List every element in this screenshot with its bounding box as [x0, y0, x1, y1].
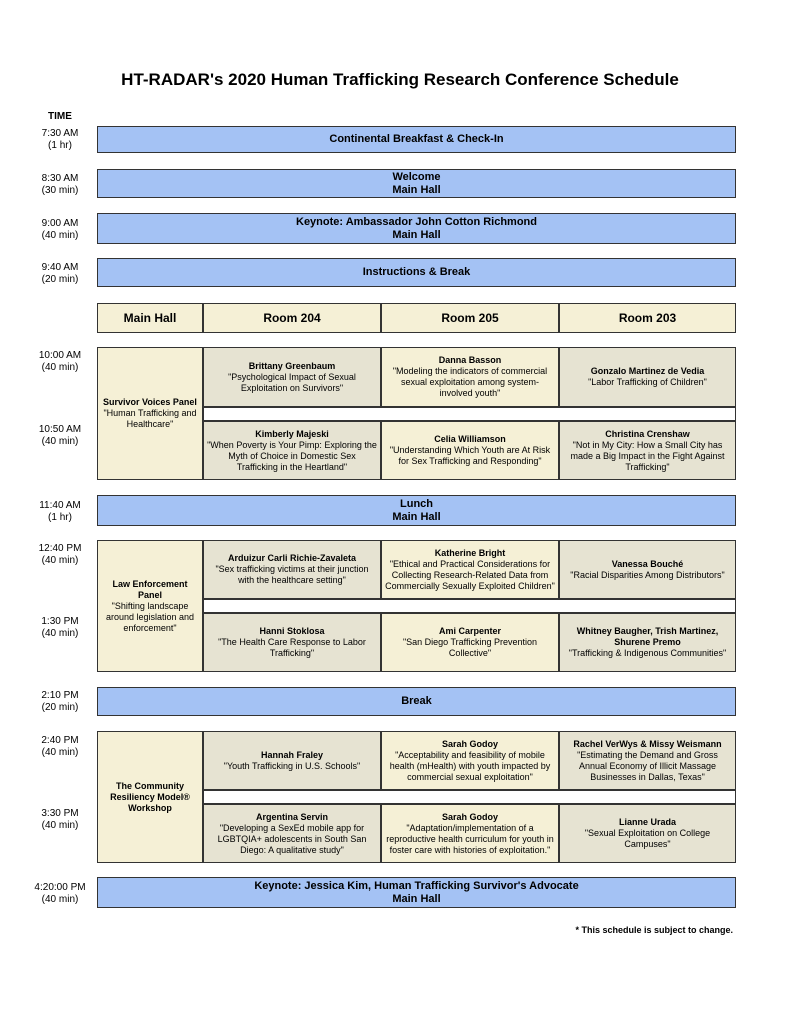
time-label: 1:30 PM	[41, 616, 79, 627]
speaker-name: Christina Crenshaw	[605, 428, 690, 439]
spacer-row	[203, 407, 736, 421]
session-bar-break	[97, 687, 736, 716]
session-bar-instructions	[97, 258, 736, 287]
talk-title: "Ethical and Practical Considerations for Collecting Research-Related Data from Commercially Sexually Exploited Children"	[385, 558, 555, 591]
duration-label: (40 min)	[41, 555, 79, 566]
talk-cell	[203, 731, 381, 790]
duration-label: (40 min)	[41, 747, 79, 758]
panel-title: Survivor Voices Panel	[103, 397, 197, 407]
talk-title: "Psychological Impact of Sexual Exploitation on Survivors"	[228, 371, 356, 393]
talk-cell	[559, 613, 736, 672]
speaker-name: Whitney Baugher, Trish Martinez, Shurene Premo	[576, 626, 719, 647]
speaker-name: Lianne Urada	[618, 817, 676, 827]
talk-cell	[381, 804, 559, 863]
time-slot	[20, 690, 100, 714]
talk-cell	[559, 347, 736, 407]
duration-label: (40 min)	[41, 894, 79, 905]
time-label: 9:40 AM	[41, 262, 79, 273]
duration-label: (20 min)	[41, 274, 79, 285]
talk-title: "Trafficking & Indigenous Communities"	[568, 648, 727, 658]
panel-survivor-voices	[97, 347, 203, 480]
time-slot	[20, 882, 100, 906]
time-label: 2:40 PM	[41, 735, 79, 746]
talk-title: "Racial Disparities Among Distributors"	[570, 569, 725, 580]
duration-label: (30 min)	[41, 185, 79, 196]
session-location: Main Hall	[392, 228, 441, 241]
speaker-name: Vanessa Bouché	[611, 558, 684, 569]
talk-cell	[203, 613, 381, 672]
talk-title: "When Poverty is Your Pimp: Exploring the Myth of Choice in Domestic Sex Trafficking in the Heartland"	[207, 439, 377, 472]
time-label: 3:30 PM	[41, 808, 79, 819]
talk-title: "Developing a SexEd mobile app for LGBTQIA+ adolescents in South San Diego: A qualitative study"	[217, 822, 367, 855]
speaker-name: Kimberly Majeski	[255, 428, 329, 439]
time-label: 7:30 AM	[41, 128, 79, 139]
speaker-name: Rachel VerWys & Missy Weismann	[573, 738, 722, 749]
talk-title: "The Health Care Response to Labor Trafficking"	[218, 637, 366, 658]
speaker-name: Hannah Fraley	[260, 749, 324, 760]
time-label: 2:10 PM	[41, 690, 79, 701]
spacer-row	[203, 790, 736, 804]
speaker-name: Celia Williamson	[434, 434, 506, 444]
speaker-name: Danna Basson	[438, 355, 502, 365]
session-bar-keynote-2	[97, 877, 736, 908]
time-slot	[20, 500, 100, 524]
time-slot	[20, 424, 100, 448]
time-column-header: TIME	[48, 111, 72, 122]
session-title: Keynote: Jessica Kim, Human Trafficking Survivor's Advocate	[254, 879, 579, 892]
time-slot	[20, 350, 100, 374]
time-slot	[20, 218, 100, 242]
panel-title: Law Enforcement Panel	[112, 578, 188, 600]
time-slot	[20, 173, 100, 197]
session-bar-keynote-1	[97, 213, 736, 244]
talk-cell	[559, 421, 736, 480]
talk-title: "Not in My City: How a Small City has made a Big Impact in the Fight Against Trafficking"	[570, 439, 725, 472]
footnote: * This schedule is subject to change.	[575, 925, 733, 935]
panel-title: The Community Resiliency Model® Workshop	[110, 780, 190, 813]
time-label: 10:00 AM	[38, 350, 82, 361]
panel-law-enforcement	[97, 540, 203, 672]
session-title: Instructions & Break	[362, 266, 471, 278]
time-slot	[20, 735, 100, 759]
duration-label: (40 min)	[41, 820, 79, 831]
session-location: Main Hall	[392, 183, 441, 196]
time-label: 12:40 PM	[38, 543, 82, 554]
talk-title: "Understanding Which Youth are At Risk for Sex Trafficking and Responding"	[389, 445, 551, 466]
room-header-204: Room 204	[203, 303, 381, 333]
panel-subtitle: "Shifting landscape around legislation and enforcement"	[105, 600, 195, 633]
talk-title: "Estimating the Demand and Gross Annual Economy of Illicit Massage Businesses in Dallas, Texas"	[577, 749, 718, 782]
talk-cell	[203, 421, 381, 480]
talk-cell	[559, 731, 736, 790]
speaker-name: Katherine Bright	[434, 547, 506, 558]
room-header-203: Room 203	[559, 303, 736, 333]
talk-cell	[559, 540, 736, 599]
duration-label: (1 hr)	[48, 512, 72, 523]
session-location: Main Hall	[392, 510, 441, 523]
talk-title: "Adaptation/implementation of a reproductive health curriculum for youth in foster care with histories of exploitation."	[386, 822, 554, 855]
duration-label: (40 min)	[41, 436, 79, 447]
talk-cell	[381, 347, 559, 407]
duration-label: (40 min)	[41, 362, 79, 373]
time-label: 8:30 AM	[41, 173, 79, 184]
room-header-205: Room 205	[381, 303, 559, 333]
duration-label: (1 hr)	[48, 140, 72, 151]
talk-cell	[203, 540, 381, 599]
session-bar-lunch	[97, 495, 736, 526]
speaker-name: Argentina Servin	[255, 811, 329, 822]
talk-title: "Acceptability and feasibility of mobile health (mHealth) with youth impacted by commercial sexual exploitation"	[389, 749, 551, 782]
session-title: Welcome	[392, 170, 441, 183]
talk-cell	[381, 540, 559, 599]
duration-label: (40 min)	[41, 230, 79, 241]
time-slot	[20, 543, 100, 567]
session-bar-breakfast	[97, 126, 736, 153]
time-label: 9:00 AM	[41, 218, 79, 229]
talk-title: "Sex trafficking victims at their junction with the healthcare setting"	[215, 564, 369, 585]
speaker-name: Ami Carpenter	[438, 626, 501, 636]
speaker-name: Sarah Godoy	[441, 811, 498, 822]
room-header-main-hall: Main Hall	[97, 303, 203, 333]
talk-cell	[203, 347, 381, 407]
speaker-name: Brittany Greenbaum	[248, 360, 336, 371]
talk-cell	[203, 804, 381, 863]
session-title: Continental Breakfast & Check-In	[329, 133, 504, 145]
talk-cell	[381, 421, 559, 480]
time-label: 10:50 AM	[38, 424, 82, 435]
talk-title: "Youth Trafficking in U.S. Schools"	[223, 760, 361, 771]
speaker-name: Hanni Stoklosa	[259, 626, 325, 636]
spacer-row	[203, 599, 736, 613]
page-title: HT-RADAR's 2020 Human Trafficking Research Conference Schedule	[121, 70, 679, 89]
duration-label: (40 min)	[41, 628, 79, 639]
session-title: Keynote: Ambassador John Cotton Richmond	[296, 215, 537, 228]
talk-title: "Labor Trafficking of Children"	[588, 377, 707, 387]
panel-subtitle: "Human Trafficking and Healthcare"	[103, 408, 197, 429]
time-slot	[20, 808, 100, 832]
time-slot	[20, 616, 100, 640]
time-slot	[20, 262, 100, 286]
session-title: Break	[401, 695, 432, 707]
talk-cell	[559, 804, 736, 863]
talk-title: "Modeling the indicators of commercial sexual exploitation among system-involved youth"	[392, 366, 548, 398]
talk-cell	[381, 731, 559, 790]
speaker-name: Arduizur Carli Richie-Zavaleta	[227, 553, 357, 563]
session-bar-welcome	[97, 169, 736, 198]
time-slot	[20, 128, 100, 152]
time-label: 11:40 AM	[39, 500, 81, 511]
talk-title: "Sexual Exploitation on College Campuses"	[584, 828, 711, 849]
speaker-name: Sarah Godoy	[441, 738, 498, 749]
time-label: 4:20:00 PM	[34, 882, 86, 893]
talk-cell	[381, 613, 559, 672]
talk-title: "San Diego Trafficking Prevention Collective"	[402, 637, 538, 658]
session-title: Lunch	[400, 497, 433, 510]
panel-community-resiliency	[97, 731, 203, 863]
session-location: Main Hall	[392, 892, 441, 905]
speaker-name: Gonzalo Martinez de Vedia	[590, 366, 705, 376]
duration-label: (20 min)	[41, 702, 79, 713]
